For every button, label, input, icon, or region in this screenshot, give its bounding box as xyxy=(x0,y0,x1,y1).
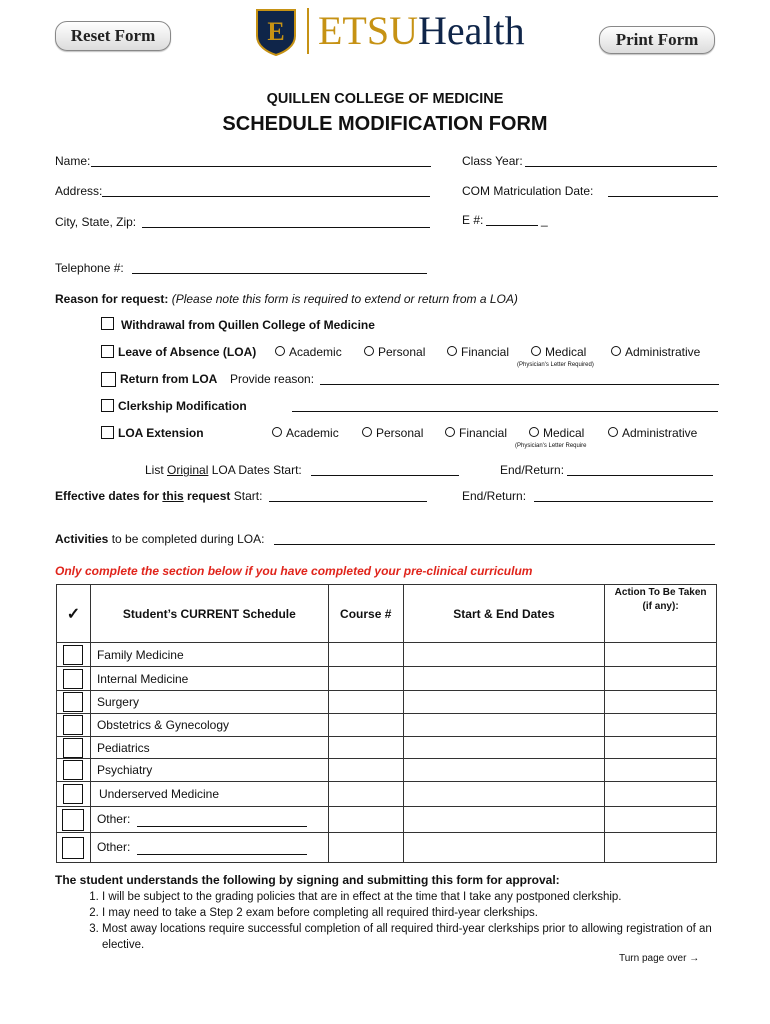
e-number-label: E #: xyxy=(462,213,484,227)
action-cell[interactable] xyxy=(605,782,717,807)
return-checkbox[interactable] xyxy=(101,372,116,387)
course-number-cell[interactable] xyxy=(328,737,403,759)
print-form-button[interactable]: Print Form xyxy=(599,26,715,54)
loa-academic-radio[interactable] xyxy=(275,346,285,356)
loa-administrative-label: Administrative xyxy=(625,345,701,359)
dates-cell[interactable] xyxy=(403,737,605,759)
logo-divider xyxy=(307,8,309,54)
loa-checkbox[interactable] xyxy=(101,345,114,358)
name-field[interactable] xyxy=(91,166,431,167)
dates-cell[interactable] xyxy=(403,643,605,667)
table-row xyxy=(57,759,717,782)
ext-personal-radio[interactable] xyxy=(362,427,372,437)
action-cell[interactable] xyxy=(605,667,717,691)
loa-physician-note: (Physician's Letter Required) xyxy=(517,362,594,368)
ext-administrative-radio[interactable] xyxy=(608,427,618,437)
activities-field[interactable] xyxy=(274,544,715,545)
loa-financial-radio[interactable] xyxy=(447,346,457,356)
dates-column-header: Start & End Dates xyxy=(403,585,605,643)
city-label: City, State, Zip: xyxy=(55,215,137,229)
course-number-cell[interactable] xyxy=(328,643,403,667)
class-year-field[interactable] xyxy=(525,166,717,167)
internal-medicine-checkbox[interactable] xyxy=(63,669,83,689)
original-start-field[interactable] xyxy=(311,475,459,476)
ext-financial-radio[interactable] xyxy=(445,427,455,437)
other-2-cell xyxy=(90,833,328,863)
course-number-cell[interactable] xyxy=(328,714,403,737)
original-dates-label: List Original LOA Dates Start: xyxy=(145,463,302,477)
other-2-field[interactable] xyxy=(137,840,307,855)
row-course-name: Family Medicine xyxy=(90,643,328,667)
action-cell[interactable] xyxy=(605,833,717,863)
course-number-cell[interactable] xyxy=(328,833,403,863)
action-column-header: Action To Be Taken (if any): xyxy=(605,585,717,643)
action-cell[interactable] xyxy=(605,643,717,667)
surgery-checkbox[interactable] xyxy=(63,692,83,712)
course-number-cell[interactable] xyxy=(328,807,403,833)
table-row xyxy=(57,714,717,737)
effective-end-field[interactable] xyxy=(534,501,713,502)
dates-cell[interactable] xyxy=(403,782,605,807)
table-header-row xyxy=(57,585,717,643)
loa-administrative-radio[interactable] xyxy=(611,346,621,356)
action-cell[interactable] xyxy=(605,759,717,782)
list-item: 2. I may need to take a Step 2 exam before completing all required third-year clerkships. xyxy=(102,905,722,921)
ext-financial-label: Financial xyxy=(459,426,508,440)
action-cell[interactable] xyxy=(605,737,717,759)
pediatrics-checkbox[interactable] xyxy=(63,738,83,758)
action-cell[interactable] xyxy=(605,714,717,737)
etsu-shield-logo xyxy=(255,8,297,56)
row-course-name: Surgery xyxy=(90,691,328,714)
table-row xyxy=(57,737,717,759)
list-item: 1. I will be subject to the grading policies that are in effect at the time that I take any postponed clerkship. xyxy=(102,889,722,905)
dates-cell[interactable] xyxy=(403,807,605,833)
provide-reason-label: Provide reason: xyxy=(230,372,315,386)
schedule-table xyxy=(56,584,717,863)
extension-checkbox[interactable] xyxy=(101,426,114,439)
loa-personal-label: Personal xyxy=(378,345,426,359)
action-cell[interactable] xyxy=(605,691,717,714)
row-course-name: Other: xyxy=(96,812,131,826)
reason-field[interactable] xyxy=(320,384,719,385)
address-field[interactable] xyxy=(102,196,430,197)
row-course-name: Pediatrics xyxy=(90,737,328,759)
other-2-checkbox[interactable] xyxy=(62,837,84,859)
family-medicine-checkbox[interactable] xyxy=(63,645,83,665)
dates-cell[interactable] xyxy=(403,759,605,782)
table-row xyxy=(57,667,717,691)
check-column-header: ✓ xyxy=(57,585,91,643)
table-row xyxy=(57,691,717,714)
original-end-label: End/Return: xyxy=(500,463,565,477)
other-1-cell xyxy=(90,807,328,833)
college-title: QUILLEN COLLEGE OF MEDICINE xyxy=(266,91,504,107)
address-label: Address: xyxy=(55,184,103,198)
svg-text:E: E xyxy=(267,17,285,46)
ext-academic-radio[interactable] xyxy=(272,427,282,437)
ext-administrative-label: Administrative xyxy=(622,426,698,440)
ext-personal-label: Personal xyxy=(376,426,424,440)
e-number-tail: _ xyxy=(541,213,548,227)
table-row xyxy=(57,782,717,807)
com-date-field[interactable] xyxy=(608,196,718,197)
obgyn-checkbox[interactable] xyxy=(63,715,83,735)
table-row xyxy=(57,643,717,667)
row-course-name: Other: xyxy=(96,840,131,854)
class-year-label: Class Year: xyxy=(462,154,523,168)
ext-physician-note: (Physician's Letter Require xyxy=(515,443,587,449)
loa-medical-radio[interactable] xyxy=(531,346,541,356)
form-title: SCHEDULE MODIFICATION FORM xyxy=(222,113,548,135)
loa-personal-radio[interactable] xyxy=(364,346,374,356)
row-course-name: Psychiatry xyxy=(90,759,328,782)
acknowledgement-heading: The student understands the following by signing and submitting this form for approval: xyxy=(55,873,560,887)
reset-form-button[interactable]: Reset Form xyxy=(55,21,171,51)
activities-label: Activities to be completed during LOA: xyxy=(55,532,265,546)
extension-label: LOA Extension xyxy=(118,426,204,440)
withdrawal-checkbox[interactable] xyxy=(101,317,114,330)
course-number-cell[interactable] xyxy=(328,782,403,807)
dates-cell[interactable] xyxy=(403,667,605,691)
etsu-health-wordmark: ETSUHealth xyxy=(318,8,525,53)
list-item: 3. Most away locations require successful completion of all required third-year clerkships prior to allowing registration of an elective. xyxy=(102,921,722,953)
table-row xyxy=(57,833,717,863)
dates-cell[interactable] xyxy=(403,833,605,863)
effective-end-label: End/Return: xyxy=(462,489,527,503)
city-field[interactable] xyxy=(142,227,430,228)
effective-dates-label: Effective dates for this request Start: xyxy=(55,489,263,503)
loa-financial-label: Financial xyxy=(461,345,510,359)
clerkship-field[interactable] xyxy=(292,411,718,412)
dates-cell[interactable] xyxy=(403,691,605,714)
other-1-checkbox[interactable] xyxy=(62,809,84,831)
effective-start-field[interactable] xyxy=(269,501,427,502)
other-1-field[interactable] xyxy=(137,812,307,827)
action-cell[interactable] xyxy=(605,807,717,833)
course-number-cell[interactable] xyxy=(328,667,403,691)
loa-academic-label: Academic xyxy=(289,345,342,359)
course-number-cell[interactable] xyxy=(328,759,403,782)
loa-medical-label: Medical xyxy=(545,345,587,359)
pre-clinical-note: Only complete the section below if you have completed your pre-clinical curriculum xyxy=(55,564,533,578)
course-number-cell[interactable] xyxy=(328,691,403,714)
telephone-label: Telephone #: xyxy=(55,261,124,275)
reason-heading: Reason for request: (Please note this form is required to extend or return from a LOA) xyxy=(55,292,518,306)
table-row xyxy=(57,807,717,833)
withdrawal-label: Withdrawal from Quillen College of Medicine xyxy=(121,318,375,332)
course-column-header: Course # xyxy=(328,585,403,643)
name-label: Name: xyxy=(55,154,91,168)
clerkship-checkbox[interactable] xyxy=(101,399,114,412)
turn-page-note: Turn page over → xyxy=(619,953,700,964)
com-date-label: COM Matriculation Date: xyxy=(462,184,594,198)
psychiatry-checkbox[interactable] xyxy=(63,760,83,780)
acknowledgement-list xyxy=(58,889,722,953)
ext-medical-radio[interactable] xyxy=(529,427,539,437)
row-course-name: Obstetrics & Gynecology xyxy=(90,714,328,737)
ext-academic-label: Academic xyxy=(286,426,339,440)
underserved-medicine-checkbox[interactable] xyxy=(63,784,83,804)
ext-medical-label: Medical xyxy=(543,426,585,440)
dates-cell[interactable] xyxy=(403,714,605,737)
clerkship-label: Clerkship Modification xyxy=(118,399,247,413)
loa-label: Leave of Absence (LOA) xyxy=(118,345,257,359)
e-number-field[interactable] xyxy=(486,225,538,226)
row-course-name: Underserved Medicine xyxy=(90,782,328,807)
row-course-name: Internal Medicine xyxy=(90,667,328,691)
schedule-column-header: Student’s CURRENT Schedule xyxy=(90,585,328,643)
return-label: Return from LOA xyxy=(120,372,218,386)
original-end-field[interactable] xyxy=(567,475,713,476)
telephone-field[interactable] xyxy=(132,273,427,274)
